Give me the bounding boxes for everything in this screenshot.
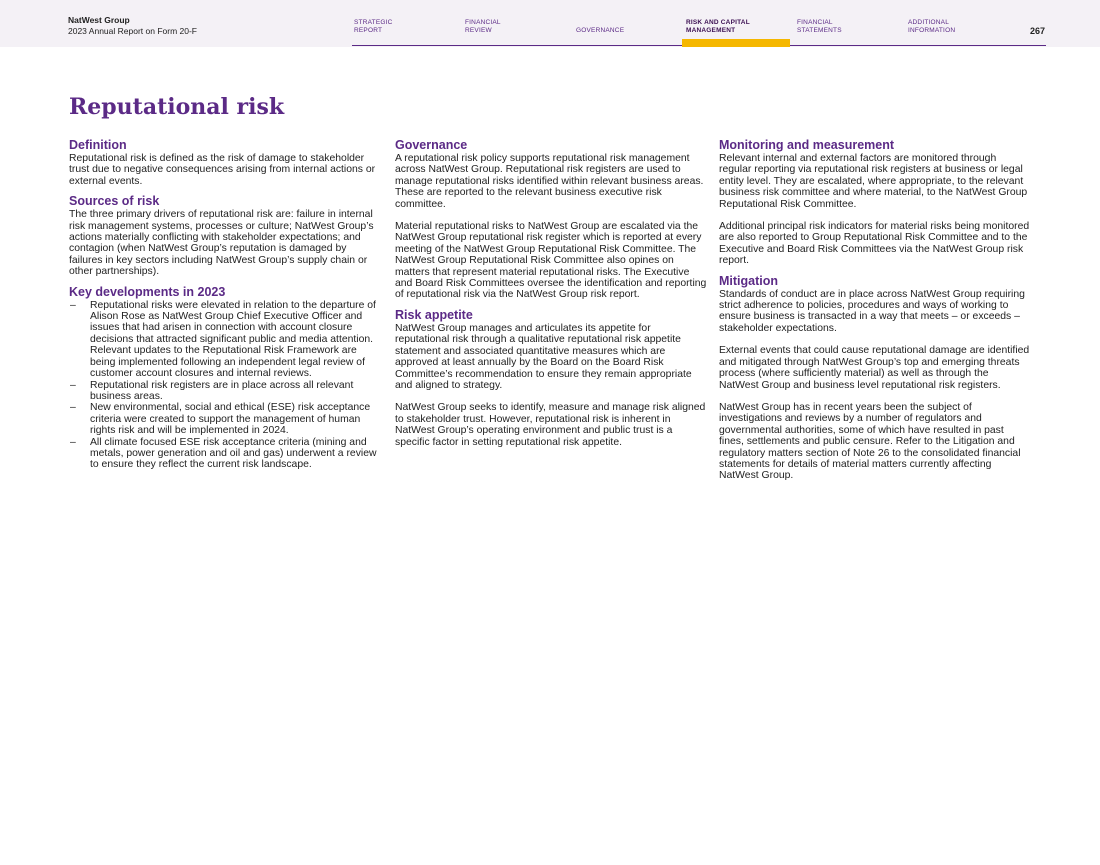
risk-appetite-heading: Risk appetite [395, 307, 473, 322]
brand-block [68, 15, 197, 37]
risk-appetite-paragraph-1: NatWest Group manages and articulates its appetite for reputational risk through a qualitative reputational risk appetite statement and associated quantitative measures which are approved at least annually by the Board on the Board Risk Committee’s recommendation to ensure they remain appropriate and aligned to strategy. [395, 322, 692, 391]
risk-appetite-paragraph-2: NatWest Group seeks to identify, measure and manage risk aligned to stakeholder trust. However, reputational risk is inherent in NatWest Group’s operating environment and public trust is a specific factor in setting reputational risk appetite. [395, 402, 706, 448]
nav-strategic-report-line1: STRATEGIC [354, 19, 393, 26]
list-item: – All climate focused ESE risk acceptance criteria (mining and metals, power generation and oil and gas) underwent a review to ensure they reflect the current risk landscape. [69, 437, 381, 471]
active-section-indicator [682, 39, 790, 47]
nav-financial-statements-line2: STATEMENTS [797, 27, 842, 34]
monitoring-paragraph-2: Additional principal risk indicators for material risks being monitored are also reported to Group Reputational Risk Committee and to the Executive and Board Risk Committees via the NatWest Group risk report. [719, 221, 1030, 267]
report-name: 2023 Annual Report on Form 20-F [68, 26, 197, 36]
governance-paragraph-1: A reputational risk policy supports reputational risk management across NatWest Group. Reputational risk registers are used to manage reputational risks identified within relevant business areas. These are reported to the relevant business executive risk committee. [395, 153, 704, 210]
definition-heading: Definition [69, 138, 127, 152]
mitigation-heading: Mitigation [719, 273, 779, 288]
nav-strategic-report[interactable] [354, 19, 393, 35]
nav-additional-information[interactable] [908, 19, 955, 35]
list-item: – New environmental, social and ethical (ESE) risk acceptance criteria were created to support the management of human rights risk and will be implemented in 2024. [69, 402, 381, 436]
list-item: – Reputational risk registers are in place across all relevant business areas. [69, 380, 381, 403]
nav-financial-review-line1: FINANCIAL [465, 19, 501, 26]
column-middle [395, 138, 707, 448]
page-number: 267 [1029, 26, 1045, 36]
nav-additional-information-line2: INFORMATION [908, 27, 956, 34]
nav-governance[interactable] [576, 19, 624, 35]
nav-risk-line1: RISK AND CAPITAL [686, 19, 750, 26]
monitoring-paragraph-1: Relevant internal and external factors are monitored through regular reporting via reputational risk registers at business or legal entity level. They are escalated, where appropriate, to the relevant business risk committee and where material, to the NatWest Group Reputational Risk Committee. [719, 153, 1028, 210]
nav-financial-review-line2: REVIEW [465, 27, 492, 34]
nav-financial-statements-line1: FINANCIAL [797, 19, 833, 26]
nav-additional-information-line1: ADDITIONAL [908, 19, 950, 26]
company-name: NatWest Group [68, 15, 130, 25]
mitigation-paragraph-3: NatWest Group has in recent years been the subject of investigations and reviews by a number of regulators and governmental authorities, some of which have resulted in past fines, settlements and public censure. Refer to the Litigation and regulatory matters section of Note 26 to the consolidated financial statements for details of material matters currently affecting NatWest Group. [719, 401, 1021, 482]
nav-strategic-report-line2: REPORT [354, 27, 383, 34]
monitoring-heading: Monitoring and measurement [719, 138, 895, 152]
nav-financial-statements[interactable] [797, 19, 842, 35]
page-title: Reputational risk [69, 94, 285, 120]
nav-governance-line2: GOVERNANCE [576, 27, 625, 34]
column-left [69, 138, 381, 471]
nav-financial-review[interactable] [465, 19, 501, 35]
mitigation-paragraph-2: External events that could cause reputational damage are identified and mitigated through NatWest Group’s top and emerging threats process (where sufficiently material) as well as through the NatWest Group and business level reputational risk registers. [719, 345, 1030, 391]
list-item: – Reputational risks were elevated in relation to the departure of Alison Rose as NatWest Group Chief Executive Officer and issues that had arisen in connection with account closure decisions that attracted significant public and media attention. Relevant updates to the Reputational Risk Framework are being implemented following an independent legal review of customer account closures and internal reviews. [69, 300, 381, 380]
developments-list [69, 300, 381, 471]
definition-text: Reputational risk is defined as the risk of damage to stakeholder trust due to negative consequences arising from internal actions or external events. [69, 153, 376, 187]
mitigation-paragraph-1: Standards of conduct are in place across NatWest Group requiring strict adherence to policies, procedures and ways of working to ensure business is transacted in a way that meets – or exceeds – stakeholder expectations. [719, 288, 1025, 334]
page-header [0, 0, 1100, 47]
sources-text: The three primary drivers of reputational risk are: failure in internal risk management systems, processes or culture; NatWest Group’s actions materially conflicting with stakeholder expectations; and contagion (when NatWest Group’s reputation is damaged by failures in key sectors including NatWest Group’s supply chain or other partnerships). [69, 209, 374, 278]
nav-risk-line2: MANAGEMENT [686, 27, 736, 34]
governance-heading: Governance [395, 138, 468, 152]
governance-paragraph-2: Material reputational risks to NatWest Group are escalated via the NatWest Group reputational risk register which is reported at every meeting of the NatWest Group Reputational Risk Committee. The NatWest Group Reputational Risk Committee also opines on matters that represent material reputational risks. The Executive and Board Risk Committees oversee the identification and reporting of reputational risk via the NatWest Group risk report. [395, 221, 707, 301]
developments-heading: Key developments in 2023 [69, 284, 226, 299]
nav-governance-line1 [576, 19, 624, 27]
sources-heading: Sources of risk [69, 194, 160, 209]
nav-risk-capital-management[interactable] [686, 19, 750, 35]
column-right [719, 138, 1031, 482]
